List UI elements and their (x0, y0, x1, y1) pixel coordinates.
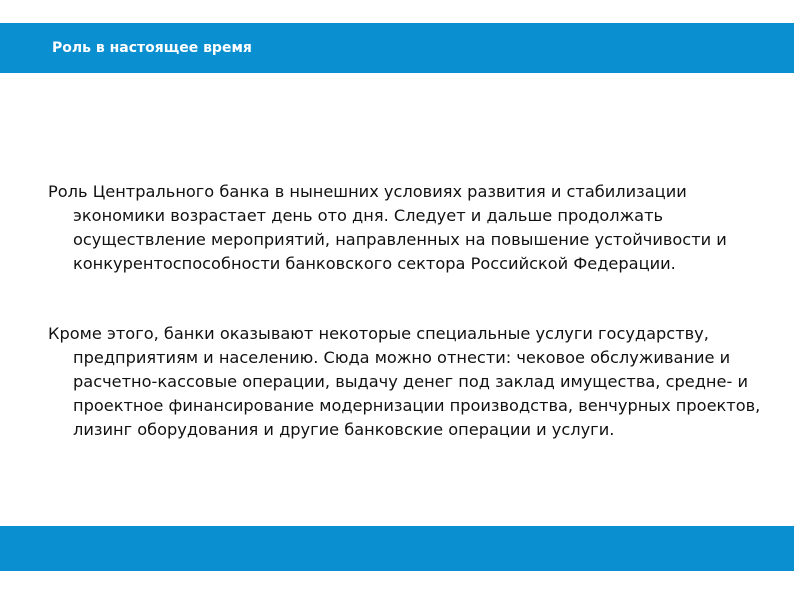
slide-title: Роль в настоящее время (52, 40, 252, 56)
slide-content (48, 180, 768, 442)
title-bar (0, 23, 794, 73)
paragraph-central-bank-role: Роль Центрального банка в нынешних условиях развития и стабилизации экономики возрастает день ото дня. Следует и дальше продолжать осуществление мероприятий, направленных на повышение устойчивости и конкурентоспособности банковского сектора Российской Федерации. (48, 182, 727, 273)
footer-bar (0, 526, 794, 571)
paragraph-bank-services: Кроме этого, банки оказывают некоторые специальные услуги государству, предприятиям и населению. Сюда можно отнести: чековое обслуживание и расчетно-кассовые операции, выдачу денег под заклад имущества, средне- и проектное финансирование модернизации производства, венчурных проектов, лизинг оборудования и другие банковские операции и услуги. (48, 324, 761, 439)
